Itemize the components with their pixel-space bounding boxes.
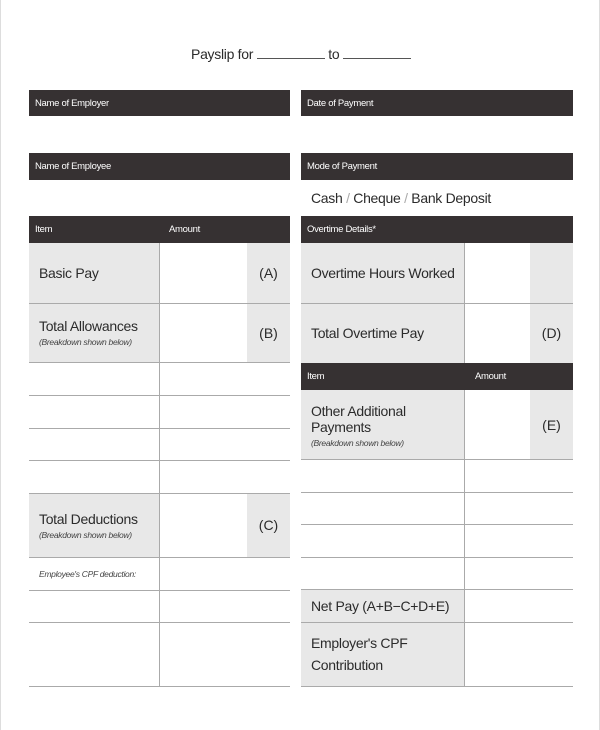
mode-cheque[interactable]: Cheque [353,190,401,206]
net-pay-label [301,589,464,622]
employer-cpf-text: Employer's CPF [311,635,408,651]
employee-header: Name of Employee [29,153,290,180]
deductions-note: (Breakdown shown below) [39,529,132,540]
payslip-title [1,46,600,62]
deductions-label [29,493,159,557]
employer-header: Name of Employer [29,90,290,116]
divider [29,428,290,429]
other-payments-note: (Breakdown shown below) [311,437,404,448]
mode-header: Mode of Payment [301,153,573,180]
other-payments-text: Other Additional Payments [311,402,406,435]
divider [301,492,573,493]
divider [29,622,290,623]
payment-modes [311,190,491,206]
basic-pay-label [29,243,159,303]
divider [301,622,573,623]
allowances-note: (Breakdown shown below) [39,337,132,347]
item-header: Item [307,371,325,382]
divider [301,557,573,558]
deductions-text: Total Deductions [39,510,138,527]
code-a: (A) [247,243,290,303]
overtime-hours-text: Overtime Hours Worked [311,265,455,281]
mode-bank-deposit[interactable]: Bank Deposit [411,190,491,206]
divider [29,460,290,461]
period-end-field[interactable] [343,47,411,59]
divider [301,686,573,687]
other-payments-label [301,390,464,460]
overtime-pay-text: Total Overtime Pay [311,325,424,341]
employee-cpf-text: Employee's CPF deduction: [39,568,136,579]
divider [301,303,573,304]
code-b: (B) [247,303,290,362]
basic-pay-text: Basic Pay [39,265,99,281]
divider [464,390,465,686]
divider [301,589,573,590]
divider [29,395,290,396]
divider [159,243,160,686]
divider [29,686,290,687]
separator: / [346,190,350,206]
right-table-header [301,363,573,390]
amount-header: Amount [475,371,506,382]
title-to: to [328,46,340,62]
overtime-header: Overtime Details* [301,216,573,243]
employer-cpf-label [301,622,464,686]
employer-cpf-text-2: Contribution [311,657,383,673]
divider [29,362,290,363]
divider [301,524,573,525]
separator: / [404,190,408,206]
left-table-header [29,216,290,243]
allowances-text: Total Allowances [39,318,138,334]
code-d: (D) [530,303,573,363]
item-header: Item [35,224,53,235]
title-prefix: Payslip for [191,46,254,62]
overtime-pay-label [301,303,464,363]
mode-cash[interactable]: Cash [311,190,343,206]
date-header: Date of Payment [301,90,573,116]
overtime-hours-label [301,243,464,303]
divider [29,303,290,304]
divider [29,590,290,591]
allowances-label [29,303,159,362]
code-c: (C) [247,493,290,557]
code-e: (E) [530,390,573,460]
divider [29,557,290,558]
net-pay-text: Net Pay (A+B−C+D+E) [311,597,450,614]
period-start-field[interactable] [257,47,325,59]
employee-cpf-label [29,557,159,590]
divider [301,459,573,460]
overtime-hours-code-cell [530,243,573,303]
amount-header: Amount [169,224,200,235]
divider [29,493,290,494]
